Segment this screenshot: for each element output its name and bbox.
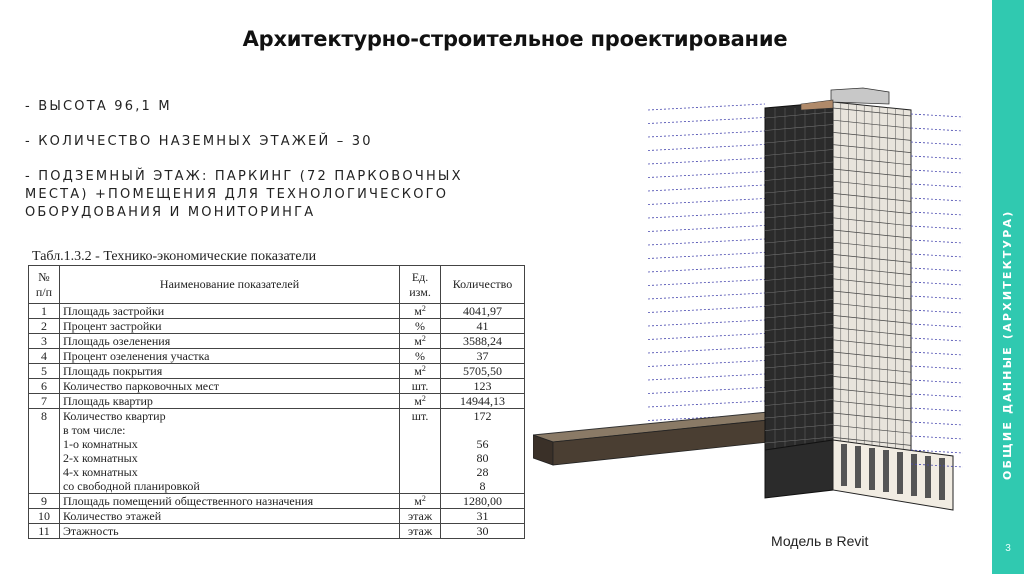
unit-text: м xyxy=(414,394,422,408)
unit-superscript: 2 xyxy=(421,394,426,403)
base-window xyxy=(925,456,931,498)
fact-underground: - ПОДЗЕМНЫЙ ЭТАЖ: ПАРКИНГ (72 ПАРКОВОЧНЫХ МЕСТА) +ПОМЕЩЕНИЯ ДЛЯ ТЕХНОЛОГИЧЕСКОГО ОБОРУДОВАНИЯ И МОНИТОРИНГА xyxy=(25,169,463,220)
level-line xyxy=(648,266,765,272)
cell-qty: 30 xyxy=(441,524,525,539)
level-line xyxy=(911,324,963,327)
table-row xyxy=(29,349,525,364)
level-line xyxy=(648,239,765,245)
row8-line: Количество квартир xyxy=(62,409,166,423)
level-line xyxy=(911,170,963,173)
unit-superscript: 2 xyxy=(421,364,426,373)
level-line xyxy=(911,254,963,257)
level-line xyxy=(648,185,765,191)
table-row xyxy=(29,364,525,379)
unit-text: м xyxy=(414,364,422,378)
cell-num: 3 xyxy=(29,334,60,349)
level-line xyxy=(648,131,765,137)
unit-text: % xyxy=(415,319,426,333)
base-window xyxy=(911,454,917,496)
revit-building-model xyxy=(533,80,973,525)
cell-unit xyxy=(400,304,441,319)
cell-qty: 3588,24 xyxy=(441,334,525,349)
base-window xyxy=(883,450,889,492)
cell-qty: 4041,97 xyxy=(441,304,525,319)
cell-unit xyxy=(400,509,441,524)
section-label: ОБЩИЕ ДАННЫЕ (АРХИТЕКТУРА) xyxy=(1001,209,1014,481)
fact-height: - ВЫСОТА 96,1 М xyxy=(25,99,172,114)
key-facts-list xyxy=(25,98,515,239)
slide-title: Архитектурно-строительное проектирование xyxy=(242,27,788,51)
level-line xyxy=(648,361,765,367)
unit-text: этаж xyxy=(407,524,433,538)
level-line xyxy=(648,374,765,380)
unit-superscript: 2 xyxy=(421,494,426,503)
level-line xyxy=(648,158,765,164)
base-window xyxy=(855,446,861,488)
cell-qty xyxy=(441,409,525,494)
level-line xyxy=(911,366,963,369)
unit-text: шт. xyxy=(411,379,429,393)
cell-num: 6 xyxy=(29,379,60,394)
row8-line: 4-х комнатных xyxy=(62,465,138,479)
level-line xyxy=(648,347,765,353)
level-line xyxy=(911,352,963,355)
level-line xyxy=(911,422,963,425)
cell-unit xyxy=(400,319,441,334)
cell-name: Площадь помещений общественного назначения xyxy=(59,494,399,509)
level-line xyxy=(648,293,765,299)
cell-num: 4 xyxy=(29,349,60,364)
level-line xyxy=(911,436,963,439)
row8-line: 2-х комнатных xyxy=(62,451,138,465)
cell-name: Площадь озеленения xyxy=(59,334,399,349)
row8-value: 8 xyxy=(479,479,486,493)
level-line xyxy=(648,118,765,124)
level-line xyxy=(911,156,963,159)
page-number: 3 xyxy=(1005,543,1011,554)
fact-floors: - КОЛИЧЕСТВО НАЗЕМНЫХ ЭТАЖЕЙ – 30 xyxy=(25,134,373,149)
level-line xyxy=(648,104,765,110)
level-line xyxy=(648,388,765,394)
cell-unit xyxy=(400,494,441,509)
level-line xyxy=(911,226,963,229)
cell-unit xyxy=(400,349,441,364)
table-caption: Табл.1.3.2 - Технико-экономические показатели xyxy=(32,249,317,264)
model-caption: Модель в Revit xyxy=(771,533,869,549)
table-row xyxy=(29,409,525,494)
level-line xyxy=(648,280,765,286)
cell-unit xyxy=(400,524,441,539)
cell-num: 8 xyxy=(29,409,60,494)
table-row xyxy=(29,304,525,319)
level-line xyxy=(648,253,765,259)
level-line xyxy=(648,172,765,178)
unit-superscript: 2 xyxy=(421,334,426,343)
cell-num: 11 xyxy=(29,524,60,539)
level-line xyxy=(648,199,765,205)
row8-value: 56 xyxy=(476,437,489,451)
level-line xyxy=(911,408,963,411)
cell-unit xyxy=(400,334,441,349)
table-row xyxy=(29,509,525,524)
cell-num: 5 xyxy=(29,364,60,379)
unit-text: м xyxy=(414,334,422,348)
level-line xyxy=(911,296,963,299)
unit-text: % xyxy=(415,349,426,363)
table-row xyxy=(29,524,525,539)
row8-value xyxy=(444,423,521,437)
header-unit: Ед. изм. xyxy=(400,266,441,304)
level-line xyxy=(911,310,963,313)
level-line xyxy=(911,128,963,131)
header-name: Наименование показателей xyxy=(59,266,399,304)
level-line xyxy=(911,268,963,271)
tech-economic-table-block xyxy=(28,250,528,539)
cell-qty: 14944,13 xyxy=(441,394,525,409)
cell-unit xyxy=(400,394,441,409)
cell-qty: 31 xyxy=(441,509,525,524)
level-line xyxy=(911,338,963,341)
row8-value: 28 xyxy=(476,465,489,479)
cell-name: Этажность xyxy=(59,524,399,539)
cell-name: Площадь квартир xyxy=(59,394,399,409)
cell-num: 2 xyxy=(29,319,60,334)
cell-qty: 41 xyxy=(441,319,525,334)
level-line xyxy=(648,334,765,340)
header-num: № п/п xyxy=(29,266,60,304)
base-window xyxy=(869,448,875,490)
level-line xyxy=(911,394,963,397)
base-window xyxy=(939,458,945,500)
unit-superscript: 2 xyxy=(421,304,426,313)
table-row xyxy=(29,394,525,409)
level-line xyxy=(648,307,765,313)
level-line xyxy=(648,320,765,326)
table-row xyxy=(29,379,525,394)
header-qty: Количество xyxy=(441,266,525,304)
level-line xyxy=(911,212,963,215)
cell-name: Количество парковочных мест xyxy=(59,379,399,394)
unit-text: м xyxy=(414,304,422,318)
row8-line: со свободной планировкой xyxy=(62,479,200,493)
level-line xyxy=(911,142,963,145)
level-line xyxy=(911,240,963,243)
cell-name xyxy=(59,409,399,494)
cell-name: Процент застройки xyxy=(59,319,399,334)
level-line xyxy=(911,114,963,117)
cell-qty: 5705,50 xyxy=(441,364,525,379)
cell-name: Площадь покрытия xyxy=(59,364,399,379)
level-line xyxy=(911,184,963,187)
table-header-row xyxy=(29,266,525,304)
cell-name: Количество этажей xyxy=(59,509,399,524)
row8-value: 172 xyxy=(473,409,492,423)
unit-text: м xyxy=(414,494,422,508)
cell-name: Площадь застройки xyxy=(59,304,399,319)
cell-unit: шт. xyxy=(400,409,441,494)
cell-name: Процент озеленения участка xyxy=(59,349,399,364)
table-row xyxy=(29,319,525,334)
row8-line: 1-о комнатных xyxy=(62,437,138,451)
level-line xyxy=(648,401,765,407)
cell-num: 1 xyxy=(29,304,60,319)
base-window xyxy=(841,444,847,486)
level-line xyxy=(911,198,963,201)
level-line xyxy=(648,212,765,218)
cell-num: 9 xyxy=(29,494,60,509)
cell-unit xyxy=(400,364,441,379)
base-window xyxy=(897,452,903,494)
cell-qty: 37 xyxy=(441,349,525,364)
level-line xyxy=(911,282,963,285)
level-line xyxy=(911,380,963,383)
cell-qty: 123 xyxy=(441,379,525,394)
unit-text: этаж xyxy=(407,509,433,523)
cell-num: 7 xyxy=(29,394,60,409)
section-sidebar xyxy=(992,0,1024,574)
level-line xyxy=(648,226,765,232)
table-row xyxy=(29,334,525,349)
row8-value: 80 xyxy=(476,451,489,465)
cell-unit xyxy=(400,379,441,394)
row8-line: в том числе: xyxy=(62,423,126,437)
cell-qty: 1280,00 xyxy=(441,494,525,509)
table-row xyxy=(29,494,525,509)
tech-economic-table xyxy=(28,265,525,539)
level-line xyxy=(648,145,765,151)
cell-num: 10 xyxy=(29,509,60,524)
